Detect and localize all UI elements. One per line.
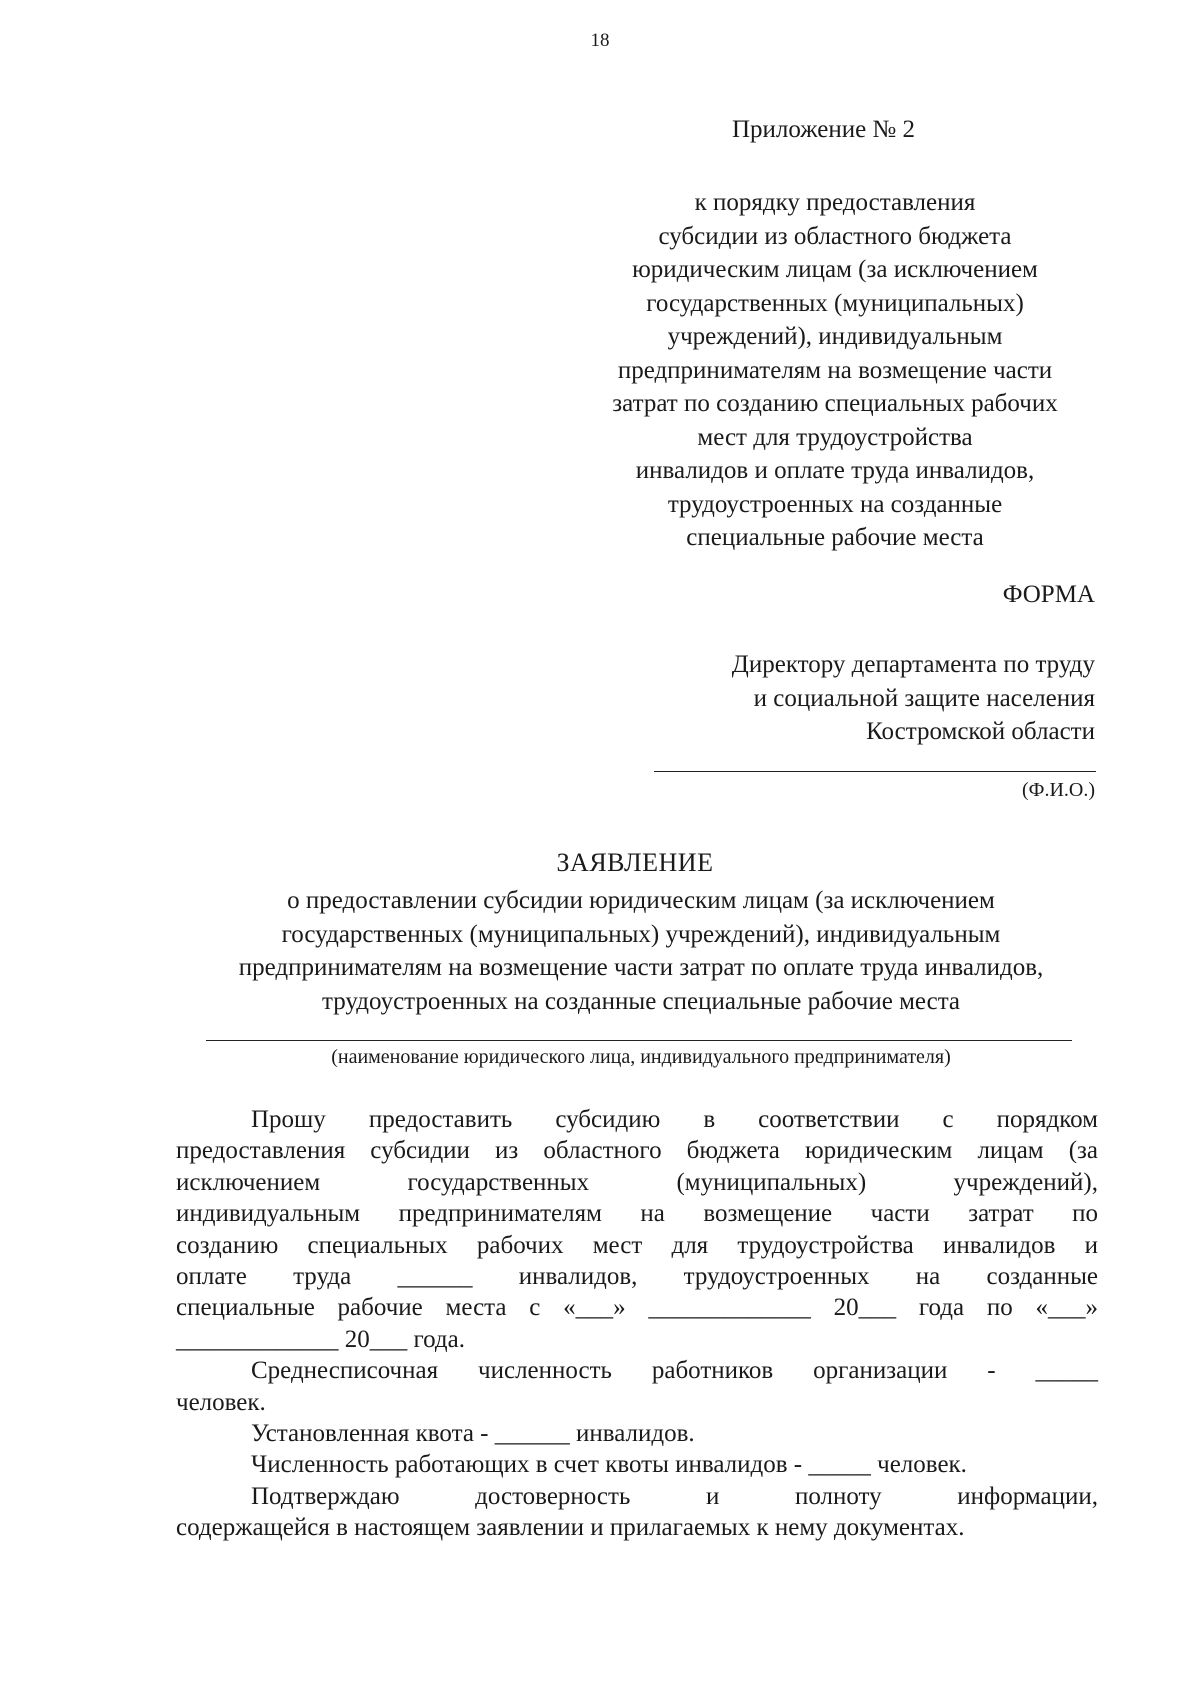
statement-subtitle: [160, 884, 1122, 1018]
quota-line: Установленная квота - ______ инвалидов.: [251, 1419, 695, 1447]
addressee-line: Директору департамента по труду: [731, 651, 1095, 678]
appendix-line: учреждений), индивидуальным: [667, 323, 1003, 350]
body-line: Прошу предоставить субсидию в соответствии с порядком: [251, 1106, 1098, 1133]
addressee-line: Костромской области: [866, 718, 1095, 745]
statement-subtitle-line: о предоставлении субсидии юридическим лицам (за исключением: [287, 887, 995, 914]
appendix-line: инвалидов и оплате труда инвалидов,: [635, 457, 1035, 484]
appendix-line: юридическим лицам (за исключением: [632, 256, 1038, 283]
addressee-block: [732, 648, 1095, 749]
statement-body: [176, 1104, 1098, 1543]
appendix-line: трудоустроенных на созданные: [667, 490, 1003, 518]
body-line: Подтверждаю достоверность и полноту информации,: [251, 1482, 1098, 1510]
appendix-line: специальные рабочие места: [686, 524, 984, 551]
statement-title: ЗАЯВЛЕНИЕ: [556, 848, 714, 877]
body-line: содержащейся в настоящем заявлении и прилагаемых к нему документах.: [176, 1514, 965, 1542]
body-line: индивидуальным предпринимателям на возмещение части затрат по: [176, 1200, 1098, 1228]
employed-count-line: Численность работающих в счет квоты инвалидов - _____ человек.: [251, 1451, 967, 1479]
body-line: Среднесписочная численность работников организации - _____: [251, 1357, 1098, 1385]
statement-subtitle-line: государственных (муниципальных) учреждений), индивидуальным: [281, 920, 1001, 948]
fio-caption: (Ф.И.О.): [1021, 779, 1095, 801]
appendix-line: субсидии из областного бюджета: [658, 222, 1012, 250]
appendix-line: предпринимателям на возмещение части: [617, 356, 1053, 384]
statement-subtitle-line: трудоустроенных на созданные специальные рабочие места: [321, 987, 961, 1015]
appendix-title: Приложение № 2: [732, 116, 916, 143]
statement-subtitle-line: предпринимателям на возмещение части затрат по оплате труда инвалидов,: [238, 954, 1044, 981]
body-line: предоставления субсидии из областного бюджета юридическим лицам (за: [176, 1137, 1098, 1165]
body-line: _____________ 20___ года.: [176, 1325, 465, 1353]
body-line: оплате труда ______ инвалидов, трудоустроенных на созданные: [176, 1262, 1098, 1290]
appendix-line: государственных (муниципальных): [646, 289, 1024, 317]
body-line: исключением государственных (муниципальных) учреждений),: [176, 1168, 1098, 1196]
body-line: созданию специальных рабочих мест для трудоустройства инвалидов и: [176, 1231, 1098, 1259]
page-number: 18: [590, 30, 610, 51]
applicant-name-caption: (наименование юридического лица, индивидуального предпринимателя): [331, 1046, 951, 1068]
body-line: человек.: [176, 1388, 266, 1416]
addressee-line: и социальной защите населения: [753, 684, 1095, 712]
appendix-description: [570, 186, 1100, 555]
appendix-line: мест для трудоустройства: [697, 423, 973, 451]
body-line: специальные рабочие места с «___» _____________ 20___ года по «___»: [176, 1294, 1098, 1322]
appendix-line: затрат по созданию специальных рабочих: [612, 390, 1058, 417]
signature-blank-line: [654, 771, 1096, 772]
form-label: ФОРМА: [1002, 581, 1095, 608]
appendix-line: к порядку предоставления: [694, 189, 976, 216]
applicant-name-blank-line: [206, 1040, 1072, 1041]
